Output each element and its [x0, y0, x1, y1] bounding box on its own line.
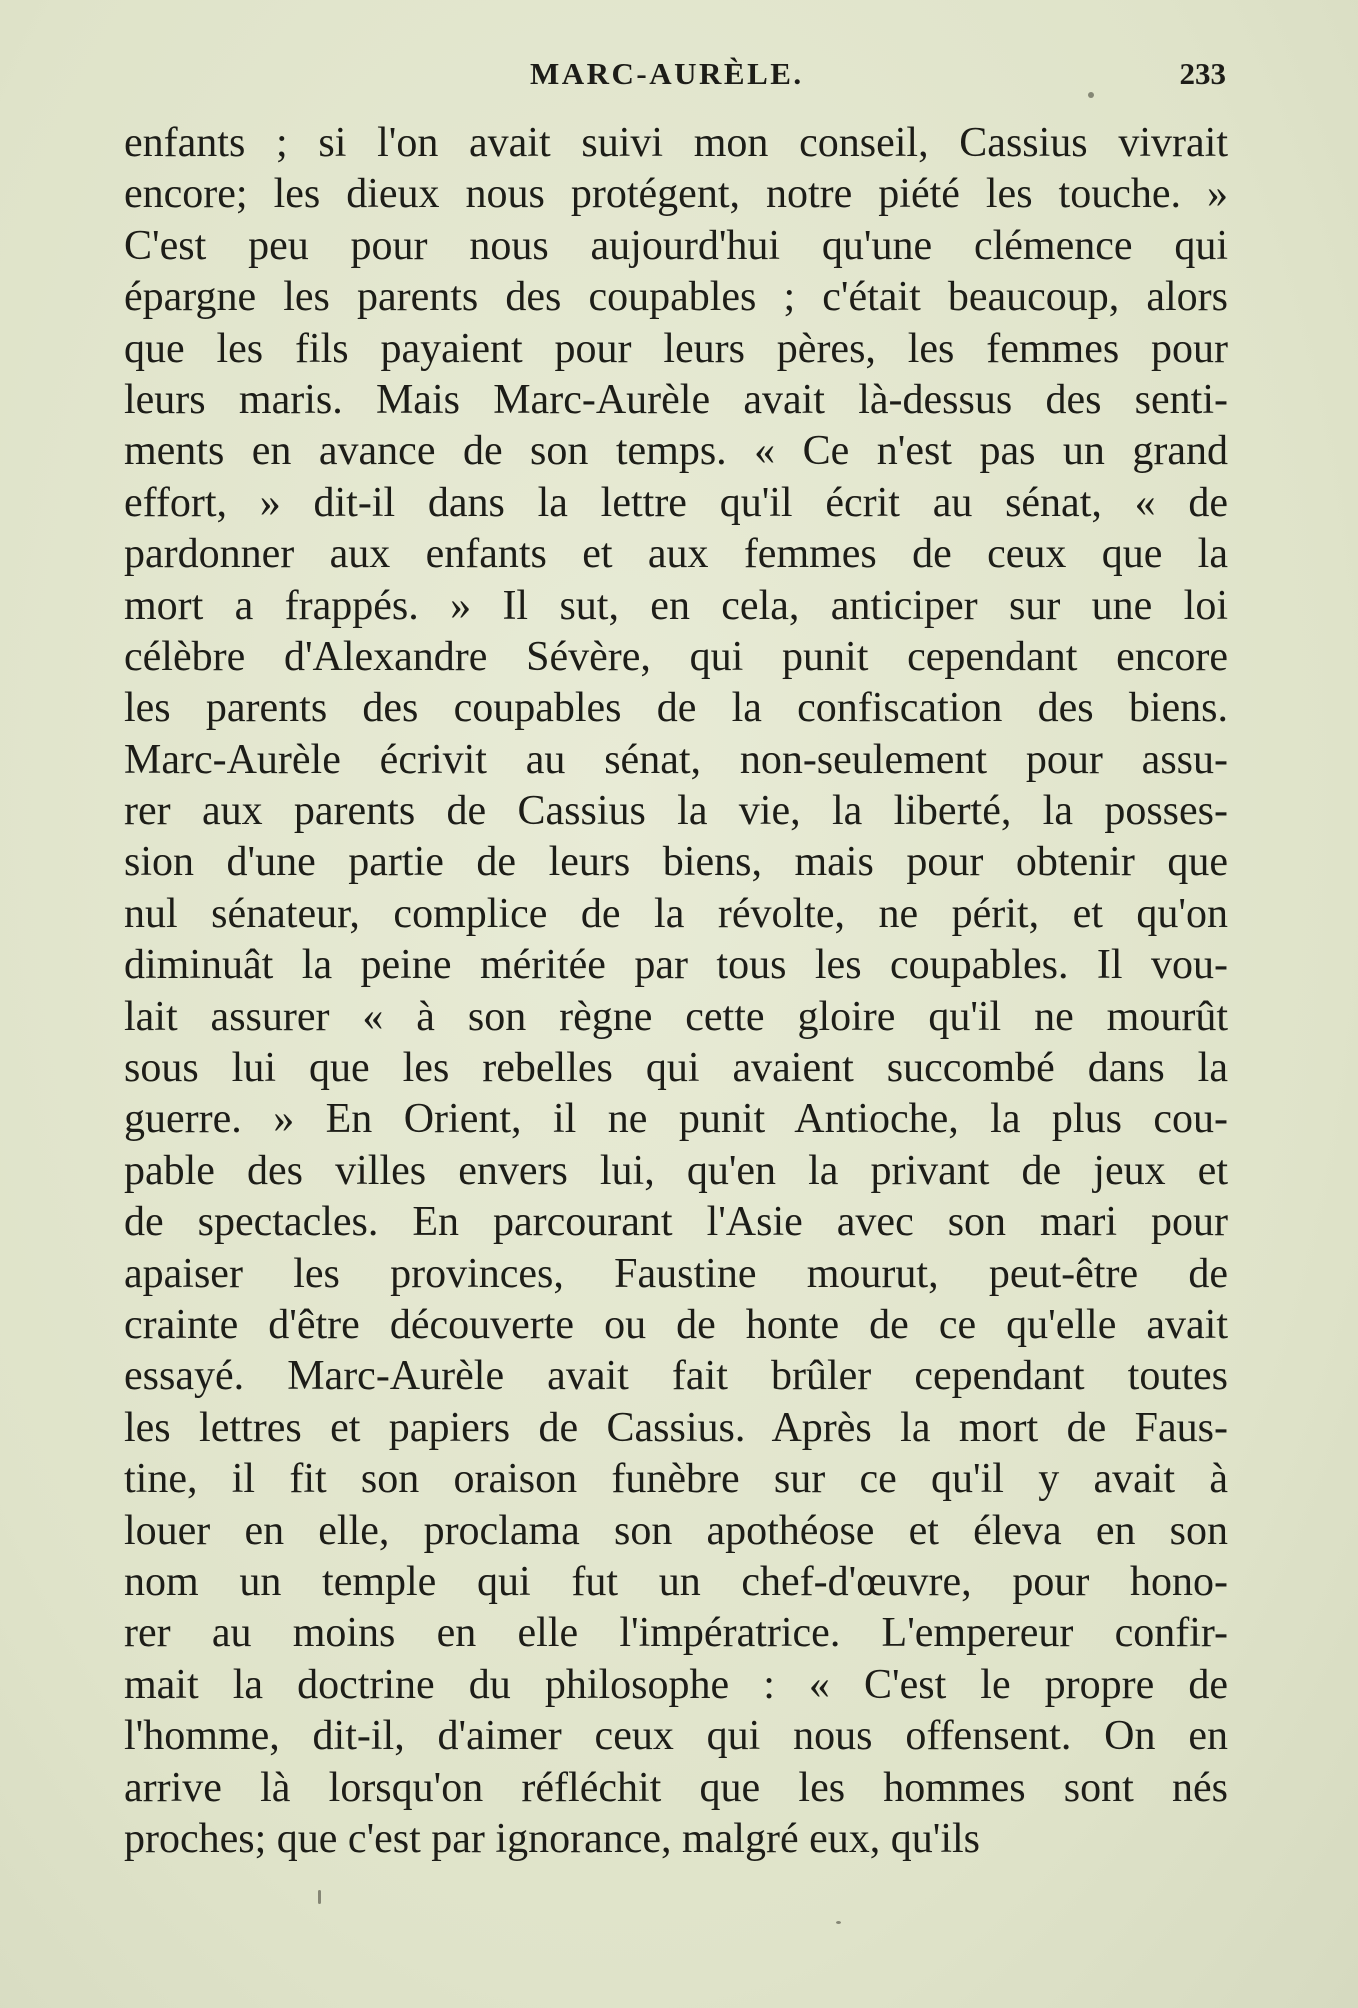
text-line: leurs maris. Mais Marc-Aurèle avait là-dessus des senti- — [124, 376, 1228, 423]
text-line: les parents des coupables de la confiscation des biens. — [124, 685, 1228, 732]
text-line: Marc-Aurèle écrivit au sénat, non-seulement pour assu- — [124, 736, 1228, 783]
text-line: encore; les dieux nous protégent, notre piété les touche. » — [124, 171, 1228, 218]
paper-speck — [318, 1890, 321, 1904]
text-line: tine, il fit son oraison funèbre sur ce qu'il y avait à — [124, 1456, 1228, 1503]
running-head — [126, 56, 1226, 106]
text-line: ments en avance de son temps. « Ce n'est pas un grand — [124, 428, 1228, 475]
text-line: proches; que c'est par ignorance, malgré eux, qu'ils — [124, 1815, 980, 1862]
text-line: enfants ; si l'on avait suivi mon conseil, Cassius vivrait — [124, 120, 1228, 166]
page-number: 233 — [1179, 56, 1226, 91]
text-line: les lettres et papiers de Cassius. Après la mort de Faus- — [124, 1404, 1228, 1451]
running-title: MARC-AURÈLE. — [530, 56, 804, 91]
text-line: nom un temple qui fut un chef-d'œuvre, pour hono- — [124, 1558, 1228, 1605]
text-line: mort a frappés. » Il sut, en cela, anticiper sur une loi — [124, 582, 1228, 629]
text-line: diminuât la peine méritée par tous les coupables. Il vou- — [124, 942, 1228, 989]
text-line: sous lui que les rebelles qui avaient succombé dans la — [124, 1045, 1228, 1092]
text-line: C'est peu pour nous aujourd'hui qu'une clémence qui — [124, 222, 1228, 269]
paper-speck — [1088, 92, 1094, 98]
text-line: sion d'une partie de leurs biens, mais pour obtenir que — [124, 839, 1228, 886]
text-line: que les fils payaient pour leurs pères, les femmes pour — [124, 325, 1228, 372]
text-line: essayé. Marc-Aurèle avait fait brûler cependant toutes — [124, 1353, 1228, 1400]
paper-speck — [836, 1921, 841, 1924]
text-line: célèbre d'Alexandre Sévère, qui punit cependant encore — [124, 633, 1228, 680]
text-line: l'homme, dit-il, d'aimer ceux qui nous offensent. On en — [124, 1713, 1228, 1760]
text-line: crainte d'être découverte ou de honte de ce qu'elle avait — [124, 1301, 1228, 1348]
text-line: arrive là lorsqu'on réfléchit que les hommes sont nés — [124, 1764, 1228, 1811]
text-line: lait assurer « à son règne cette gloire qu'il ne mourût — [124, 993, 1228, 1040]
text-line: de spectacles. En parcourant l'Asie avec son mari pour — [124, 1199, 1228, 1246]
text-line: rer aux parents de Cassius la vie, la liberté, la posses- — [124, 788, 1228, 835]
text-line: guerre. » En Orient, il ne punit Antioche, la plus cou- — [124, 1096, 1228, 1143]
text-line: pable des villes envers lui, qu'en la privant de jeux et — [124, 1147, 1228, 1194]
text-line: pardonner aux enfants et aux femmes de ceux que la — [124, 531, 1228, 578]
text-line: louer en elle, proclama son apothéose et éleva en son — [124, 1507, 1228, 1554]
text-line: nul sénateur, complice de la révolte, ne périt, et qu'on — [124, 890, 1228, 937]
text-line: effort, » dit-il dans la lettre qu'il écrit au sénat, « de — [124, 479, 1228, 526]
body-text — [124, 118, 1228, 1865]
text-line: mait la doctrine du philosophe : « C'est le propre de — [124, 1661, 1228, 1708]
text-line: épargne les parents des coupables ; c'était beaucoup, alors — [124, 274, 1228, 321]
text-line: apaiser les provinces, Faustine mourut, peut-être de — [124, 1250, 1228, 1297]
text-line: rer au moins en elle l'impératrice. L'empereur confir- — [124, 1610, 1228, 1657]
